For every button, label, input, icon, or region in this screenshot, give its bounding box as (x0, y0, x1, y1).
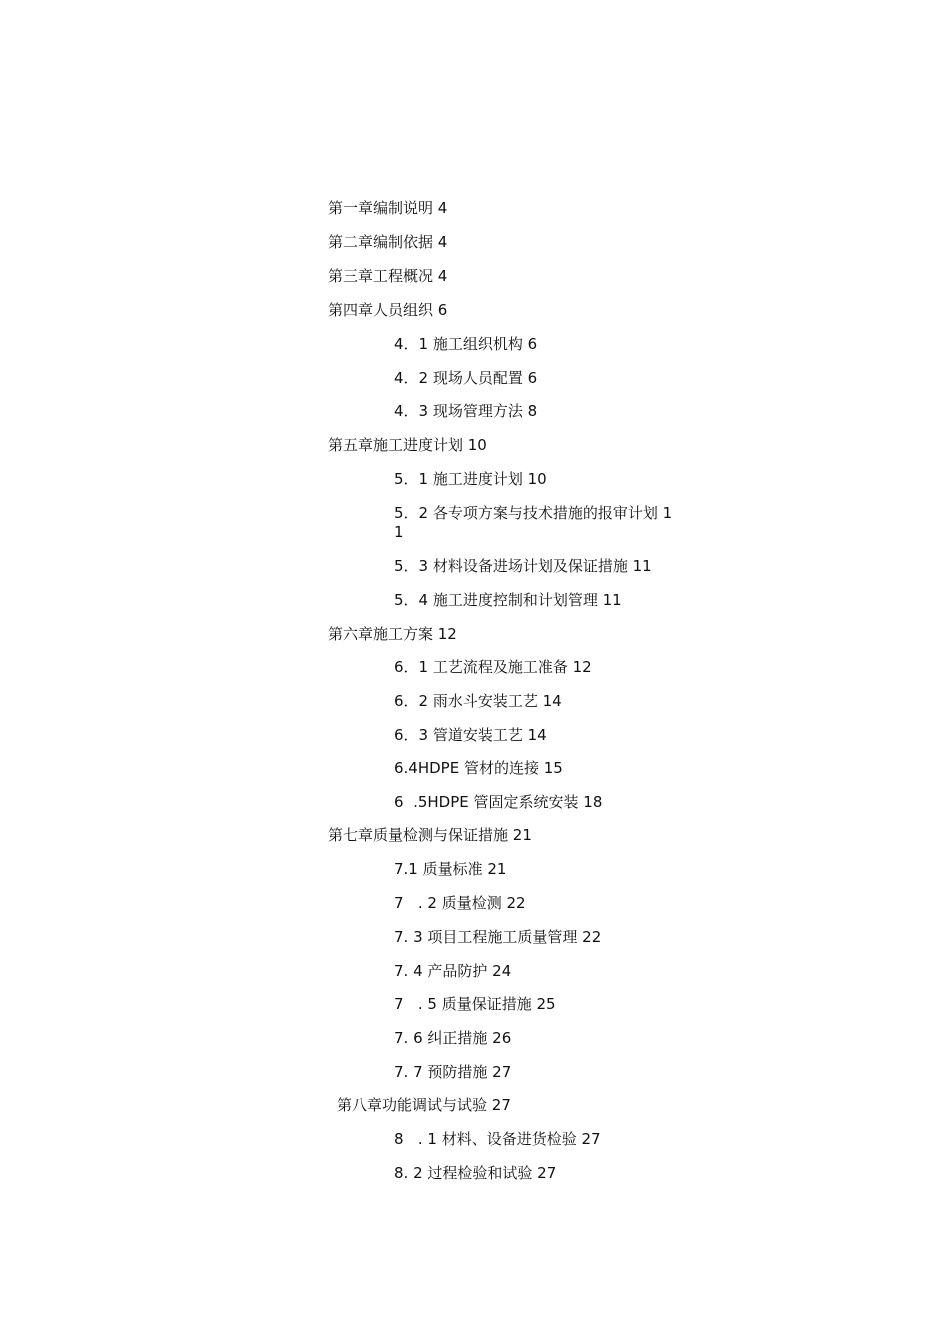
toc-section-5-1: 5．1 施工进度计划 10 (394, 470, 547, 488)
toc-section-6-2: 6．2 雨水斗安装工艺 14 (394, 692, 562, 710)
toc-section-6-1: 6．1 工艺流程及施工准备 12 (394, 658, 592, 676)
toc-section-5-2: 5．2 各专项方案与技术措施的报审计划 1 1 (394, 504, 673, 541)
toc-section-4-3: 4．3 现场管理方法 8 (394, 402, 538, 420)
toc-chapter-4: 第四章人员组织 6 (328, 301, 448, 319)
toc-section-8-1: 8 . 1 材料、设备进货检验 27 (394, 1130, 601, 1148)
toc-chapter-8: 第八章功能调试与试验 27 (337, 1096, 511, 1114)
toc-section-7-5: 7 . 5 质量保证措施 25 (394, 995, 556, 1013)
toc-section-4-1: 4．1 施工组织机构 6 (394, 335, 538, 353)
toc-chapter-7: 第七章质量检测与保证措施 21 (328, 826, 532, 844)
toc-section-7-7: 7. 7 预防措施 27 (394, 1063, 512, 1081)
toc-chapter-2: 第二章编制依据 4 (328, 233, 448, 251)
toc-section-5-3: 5．3 材料设备进场计划及保证措施 11 (394, 557, 652, 575)
toc-section-7-2: 7 . 2 质量检测 22 (394, 894, 526, 912)
toc-chapter-1: 第一章编制说明 4 (328, 199, 448, 217)
toc-chapter-6: 第六章施工方案 12 (328, 625, 457, 643)
toc-section-8-2: 8. 2 过程检验和试验 27 (394, 1164, 557, 1182)
toc-section-6-3: 6．3 管道安装工艺 14 (394, 726, 547, 744)
toc-section-7-4: 7. 4 产品防护 24 (394, 962, 512, 980)
toc-section-6-5: 6 .5HDPE 管固定系统安装 18 (394, 793, 603, 811)
toc-section-5-4: 5．4 施工进度控制和计划管理 11 (394, 591, 622, 609)
toc-section-7-6: 7. 6 纠正措施 26 (394, 1029, 512, 1047)
toc-chapter-5: 第五章施工进度计划 10 (328, 436, 487, 454)
toc-section-7-3: 7. 3 项目工程施工质量管理 22 (394, 928, 602, 946)
toc-section-6-4: 6.4HDPE 管材的连接 15 (394, 759, 563, 777)
toc-section-4-2: 4．2 现场人员配置 6 (394, 369, 538, 387)
toc-section-7-1: 7.1 质量标准 21 (394, 860, 507, 878)
toc-chapter-3: 第三章工程概况 4 (328, 267, 448, 285)
